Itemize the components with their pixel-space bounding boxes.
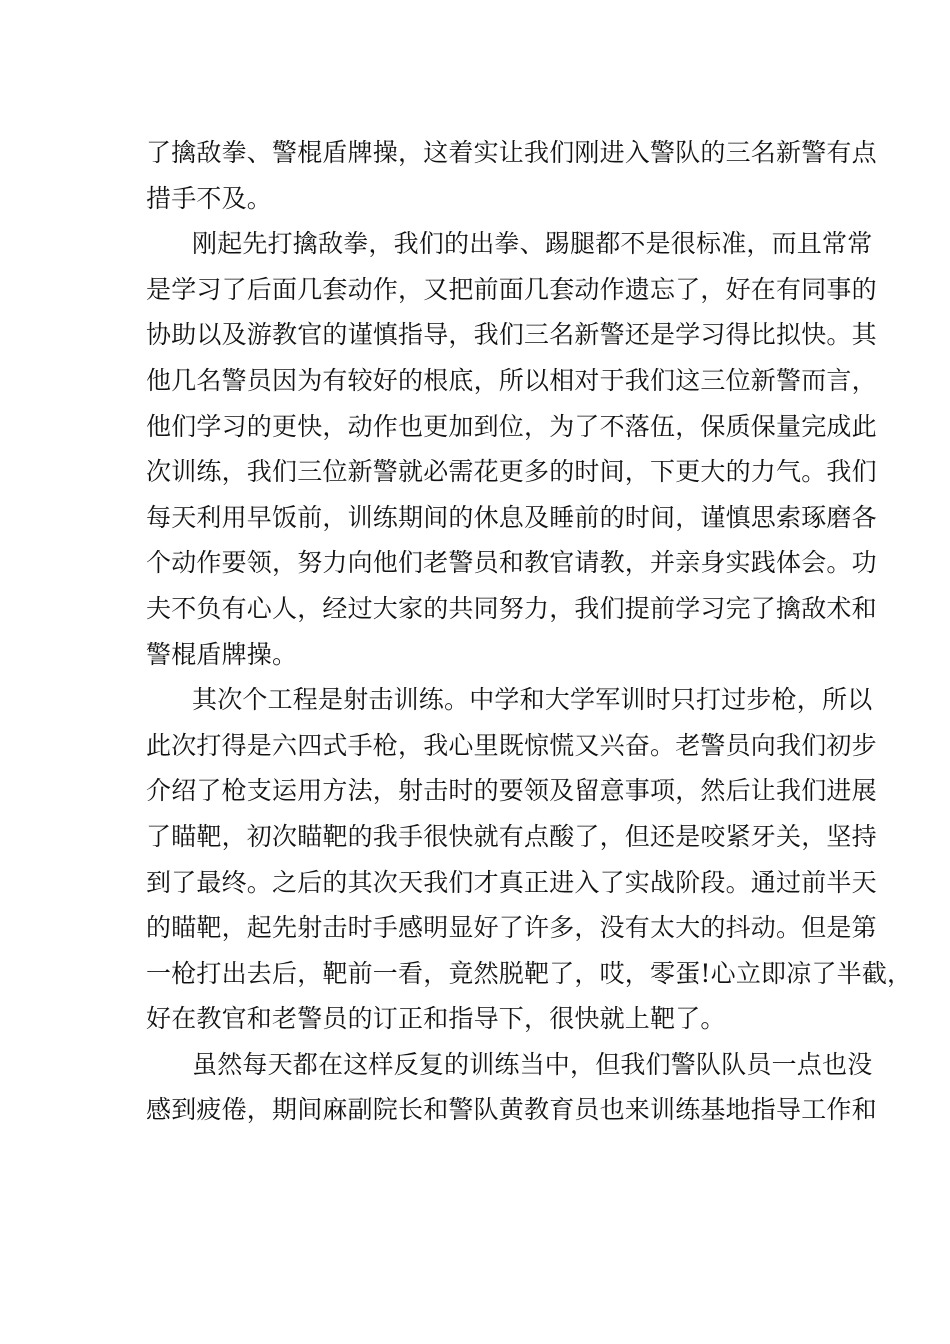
text-line: 他几名警员因为有较好的根底，所以相对于我们这三位新警而言， bbox=[146, 365, 877, 395]
body-text bbox=[146, 130, 913, 1133]
text-line: 措手不及。 bbox=[146, 183, 273, 213]
text-line: 此次打得是六四式手枪，我心里既惊慌又兴奋。老警员向我们初步 bbox=[146, 730, 877, 760]
text-line: 夫不负有心人，经过大家的共同努力，我们提前学习完了擒敌术和 bbox=[146, 593, 877, 623]
text-line: 了瞄靶，初次瞄靶的我手很快就有点酸了，但还是咬紧牙关，坚持 bbox=[146, 821, 877, 851]
text-line: 的瞄靶，起先射击时手感明显好了许多，没有太大的抖动。但是第 bbox=[146, 913, 877, 943]
text-line: 次训练，我们三位新警就必需花更多的时间，下更大的力气。我们 bbox=[146, 457, 877, 487]
text-line: 好在教官和老警员的订正和指导下，很快就上靶了。 bbox=[146, 1004, 726, 1034]
text-line: 每天利用早饭前，训练期间的休息及睡前的时间，谨慎思索琢磨各 bbox=[146, 502, 877, 532]
text-line: 了擒敌拳、警棍盾牌操，这着实让我们刚进入警队的三名新警有点 bbox=[146, 138, 877, 167]
text-line: 到了最终。之后的其次天我们才真正进入了实战阶段。通过前半天 bbox=[146, 867, 877, 897]
paragraph-start-line: 其次个工程是射击训练。中学和大学军训时只打过步枪，所以 bbox=[192, 685, 873, 715]
text-line: 协助以及游教官的谨慎指导，我们三名新警还是学习得比拟快。其 bbox=[146, 320, 877, 350]
text-line: 他们学习的更快，动作也更加到位，为了不落伍，保质保量完成此 bbox=[146, 411, 877, 441]
text-line: 警棍盾牌操。 bbox=[146, 639, 298, 669]
text-line: 介绍了枪支运用方法，射击时的要领及留意事项，然后让我们进展 bbox=[146, 776, 877, 806]
paragraph-start-line: 虽然每天都在这样反复的训练当中，但我们警队队员一点也没 bbox=[192, 1049, 873, 1079]
text-line: 感到疲倦，期间麻副院长和警队黄教育员也来训练基地指导工作和 bbox=[146, 1095, 877, 1125]
text-line: 一枪打出去后，靶前一看，竟然脱靶了，哎，零蛋!心立即凉了半截， bbox=[146, 958, 913, 988]
text-line: 个动作要领，努力向他们老警员和教官请教，并亲身实践体会。功 bbox=[146, 548, 877, 578]
paragraph-start-line: 刚起先打擒敌拳，我们的出拳、踢腿都不是很标准，而且常常 bbox=[192, 229, 873, 259]
text-line: 是学习了后面几套动作，又把前面几套动作遗忘了，好在有同事的 bbox=[146, 274, 877, 304]
